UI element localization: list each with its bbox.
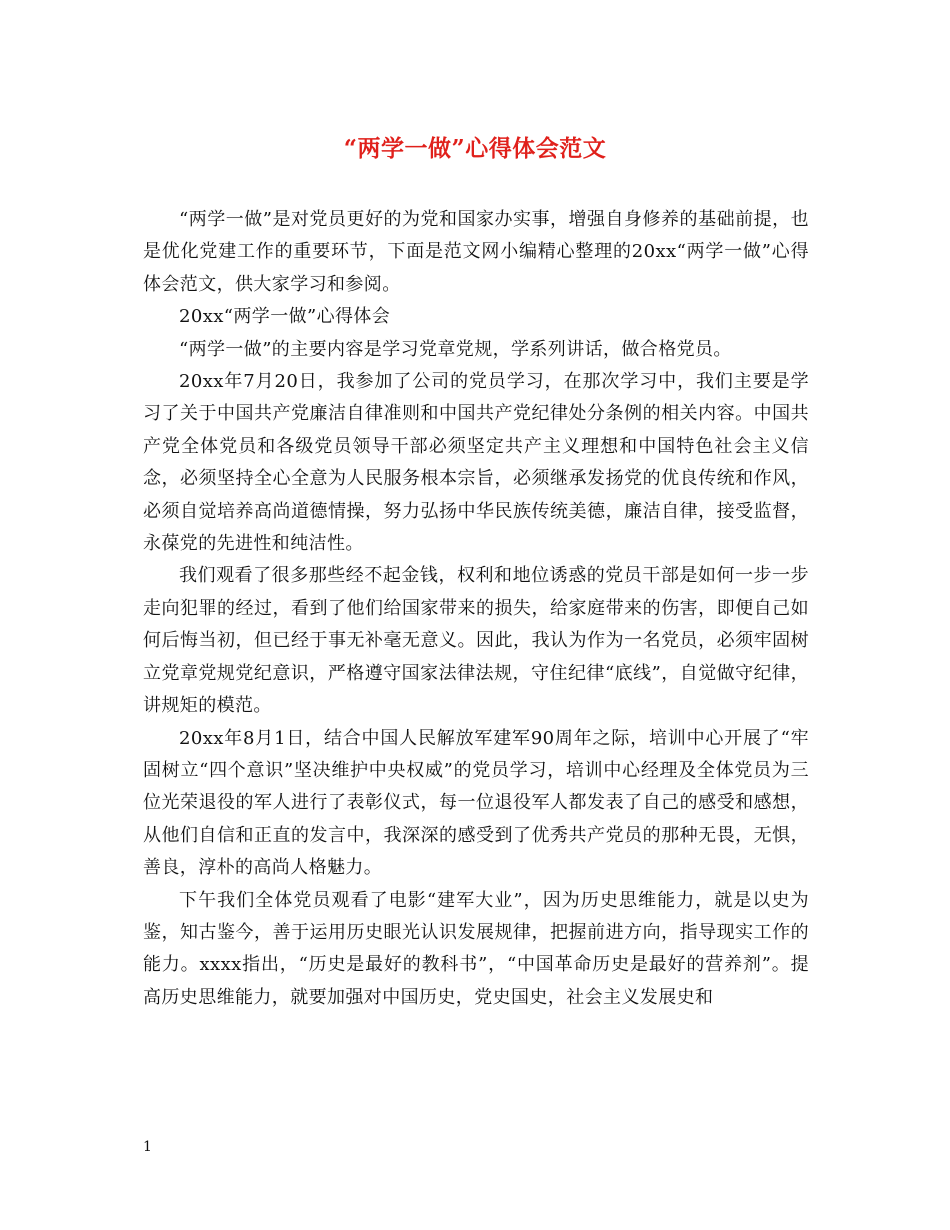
paragraph-main-content: “两学一做”的主要内容是学习党章党规，学系列讲话，做合格党员。	[179, 338, 732, 360]
paragraph-august-study: 20xx年8月1日，结合中国人民解放军建军90周年之际，培训中心开展了“牢固树立“四个意识”坚决维护中央权威”的党员学习，培训中心经理及全体党员为三位光荣退役的军人进行了表彰仪式，每一位退役军人都发表了自己的感受和感想，从他们自信和正直的发言中，我深深的感受到了优秀共产党员的那种无畏，无惧，善良，淳朴的高尚人格魅力。	[143, 727, 809, 879]
document-body	[143, 204, 809, 1014]
page-title: “两学一做”心得体会范文	[343, 135, 607, 162]
paragraph-warning-education: 我们观看了很多那些经不起金钱，权利和地位诱惑的党员干部是如何一步一步走向犯罪的经过，看到了他们给国家带来的损失，给家庭带来的伤害，即便自己如何后悔当初，但已经于事无补毫无意义。因此，我认为作为一名党员，必须牢固树立党章党规党纪意识，严格遵守国家法律法规，守住纪律“底线”，自觉做守纪律，讲规矩的模范。	[143, 565, 809, 717]
paragraph-movie: 下午我们全体党员观看了电影“建军大业”，因为历史思维能力，就是以史为鉴，知古鉴今，善于运用历史眼光认识发展规律，把握前进方向，指导现实工作的能力。xxxx指出，“历史是最好的教科书”，“中国革命历史是最好的营养剂”。提高历史思维能力，就要加强对中国历史，党史国史，社会主义发展史和	[143, 889, 809, 1008]
paragraph-intro: “两学一做”是对党员更好的为党和国家办实事，增强自身修养的基础前提，也是优化党建工作的重要环节，下面是范文网小编精心整理的20xx“两学一做”心得体会范文，供大家学习和参阅。	[143, 209, 809, 295]
page-number: 1	[143, 1139, 152, 1155]
paragraph-july-study: 20xx年7月20日，我参加了公司的党员学习，在那次学习中，我们主要是学习了关于中国共产党廉洁自律准则和中国共产党纪律处分条例的相关内容。中国共产党全体党员和各级党员领导干部必须坚定共产主义理想和中国特色社会主义信念，必须坚持全心全意为人民服务根本宗旨，必须继承发扬党的优良传统和作风，必须自觉培养高尚道德情操，努力弘扬中华民族传统美德，廉洁自律，接受监督，永葆党的先进性和纯洁性。	[143, 371, 809, 555]
paragraph-subheading: 20xx“两学一做”心得体会	[179, 306, 391, 328]
